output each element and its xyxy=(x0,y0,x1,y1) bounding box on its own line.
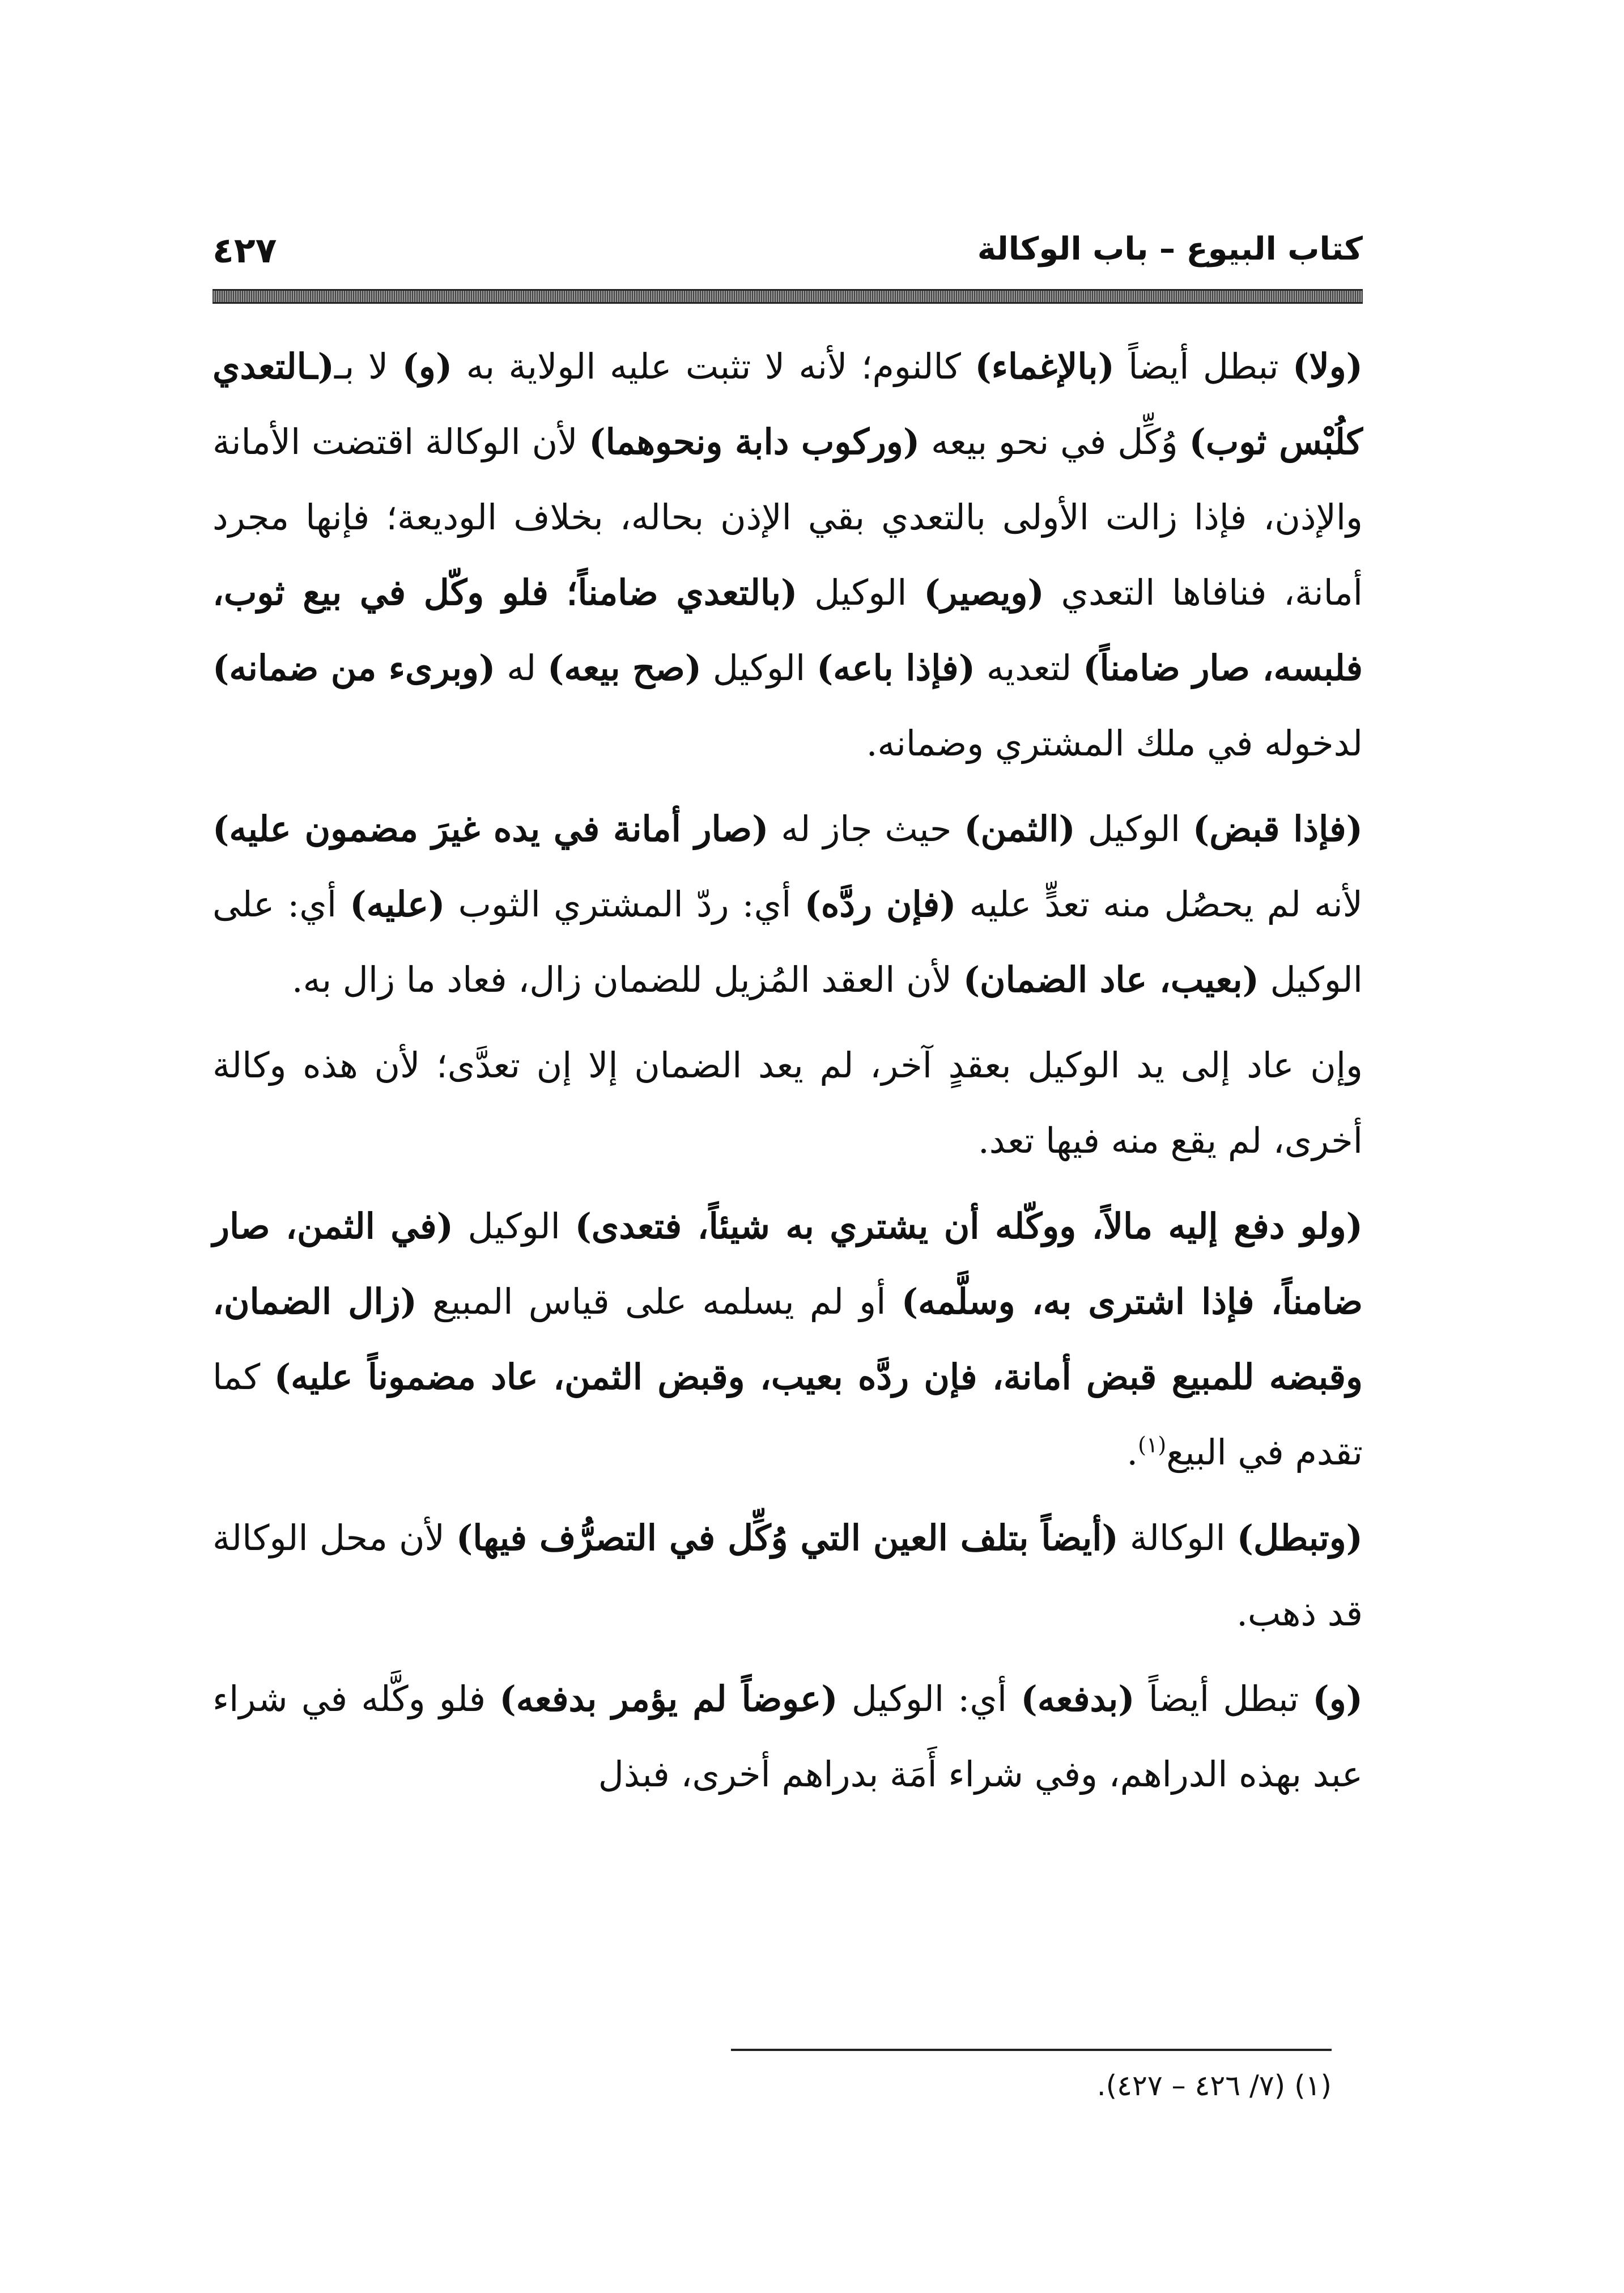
commentary-text: لدخوله في ملك المشتري وضمانه. xyxy=(866,723,1363,764)
matn-text: (ويصير) xyxy=(924,572,1044,613)
matn-text: (عوضاً لم يؤمر بدفعه) xyxy=(499,1678,838,1719)
matn-text: (زال الضمان، وقبضه للمبيع قبض أمانة، فإن ردَّه بعيب، وقبض الثمن، عاد مضموناً عليه) xyxy=(212,1281,1363,1398)
footnote-rule xyxy=(731,2049,1332,2051)
commentary-text: له xyxy=(495,647,547,689)
matn-text: (بدفعه) xyxy=(1021,1678,1135,1719)
commentary-text: الوكالة xyxy=(1118,1517,1237,1559)
matn-text: (فإن ردَّه) xyxy=(804,884,956,925)
matn-text: (ولا) xyxy=(1293,346,1363,387)
matn-text: (فإذا قبض) xyxy=(1192,808,1363,850)
matn-text: (فإذا باعه) xyxy=(816,647,976,689)
paragraph-6 xyxy=(212,1661,1363,1812)
matn-text: (بالتعدي ضامناً؛ فلو وكّل في بيع ثوب، فلبسه، صار ضامناً) xyxy=(212,572,1363,689)
matn-text: (صار أمانة في يده غيرَ مضمون عليه) xyxy=(212,808,769,850)
page-number: ٤٢٧ xyxy=(212,230,277,271)
body-text xyxy=(212,329,1363,1812)
matn-text: (و) xyxy=(402,346,453,387)
commentary-text: وُكِّل في نحو بيعه xyxy=(920,421,1189,462)
commentary-text: لا بـ xyxy=(334,346,402,387)
commentary-text: كما تقدم في البيع xyxy=(212,1356,1363,1473)
commentary-text: حيث جاز له xyxy=(768,808,964,850)
commentary-text: أي: على الوكيل xyxy=(212,884,1363,1000)
header-title: كتاب البيوع – باب الوكالة xyxy=(977,231,1363,267)
matn-text: (ـالتعدي كلُبْس ثوب) xyxy=(212,346,1363,462)
matn-text: (صح بيعه) xyxy=(547,647,702,689)
commentary-text: أي: الوكيل xyxy=(837,1678,1021,1719)
running-header xyxy=(212,224,1363,286)
commentary-text: لأنه لم يحصُل منه تعدٍّ عليه xyxy=(956,884,1363,925)
paragraph-2 xyxy=(212,791,1363,1017)
matn-text: (أيضاً بتلف العين التي وُكِّل في التصرُّف فيها) xyxy=(456,1517,1119,1559)
commentary-text: لأن العقد المُزيل للضمان زال، فعاد ما زال به. xyxy=(291,959,963,1000)
matn-text: (الثمن) xyxy=(964,808,1075,850)
paragraph-3 xyxy=(212,1027,1363,1178)
matn-text: (ولو دفع إليه مالاً، ووكّله أن يشتري به شيئاً، فتعدى) xyxy=(575,1205,1363,1247)
matn-text: (وبرىء من ضمانه) xyxy=(212,647,496,689)
commentary-text: الوكيل xyxy=(1075,808,1193,850)
paragraph-1 xyxy=(212,329,1363,781)
header-rule xyxy=(212,289,1363,304)
commentary-text: أو لم يسلمه على قياس المبيع xyxy=(416,1281,902,1322)
commentary-text: . xyxy=(1126,1432,1138,1473)
commentary-text: تبطل أيضاً xyxy=(1114,346,1293,387)
commentary-text: تبطل أيضاً xyxy=(1134,1678,1313,1719)
paragraph-5 xyxy=(212,1500,1363,1651)
commentary-text: فلو وكَّله في شراء عبد بهذه الدراهم، وفي شراء أَمَة بدراهم أخرى، فبذل xyxy=(212,1678,1363,1795)
matn-text: (عليه) xyxy=(350,884,445,925)
matn-text: (و) xyxy=(1312,1678,1363,1719)
commentary-text: وإن عاد إلى يد الوكيل بعقدٍ آخر، لم يعد الضمان إلا إن تعدَّى؛ لأن هذه وكالة أخرى، لم يقع منه فيها تعد. xyxy=(212,1044,1363,1161)
commentary-text: الوكيل xyxy=(702,647,817,689)
commentary-text: لتعديه xyxy=(975,647,1083,689)
commentary-text: لأن محل الوكالة قد ذهب. xyxy=(212,1517,1363,1634)
matn-text: (بعيب، عاد الضمان) xyxy=(963,959,1259,1000)
commentary-text: كالنوم؛ لأنه لا تثبت عليه الولاية به xyxy=(452,346,975,387)
matn-text: (وتبطل) xyxy=(1236,1517,1363,1559)
matn-text: (وركوب دابة ونحوهما) xyxy=(589,421,920,462)
commentary-text: أي: ردّ المشتري الثوب xyxy=(445,884,805,925)
matn-text: (بالإغماء) xyxy=(975,346,1115,387)
paragraph-4 xyxy=(212,1188,1363,1490)
footnote-marker: (١) xyxy=(1138,1432,1167,1458)
commentary-text: لأن الوكالة اقتضت الأمانة والإذن، فإذا زالت الأولى بالتعدي بقي الإذن بحاله، بخلاف الوديعة؛ فإنها مجرد أمانة، فنافاها التعدي xyxy=(212,421,1363,613)
commentary-text: الوكيل xyxy=(453,1205,575,1247)
footnote: (١) (٧/ ٤٢٦ – ٤٢٧). xyxy=(1096,2069,1332,2102)
commentary-text: الوكيل xyxy=(797,572,924,613)
matn-text: (في الثمن، صار ضامناً، فإذا اشترى به، وسلَّمه) xyxy=(212,1205,1363,1322)
